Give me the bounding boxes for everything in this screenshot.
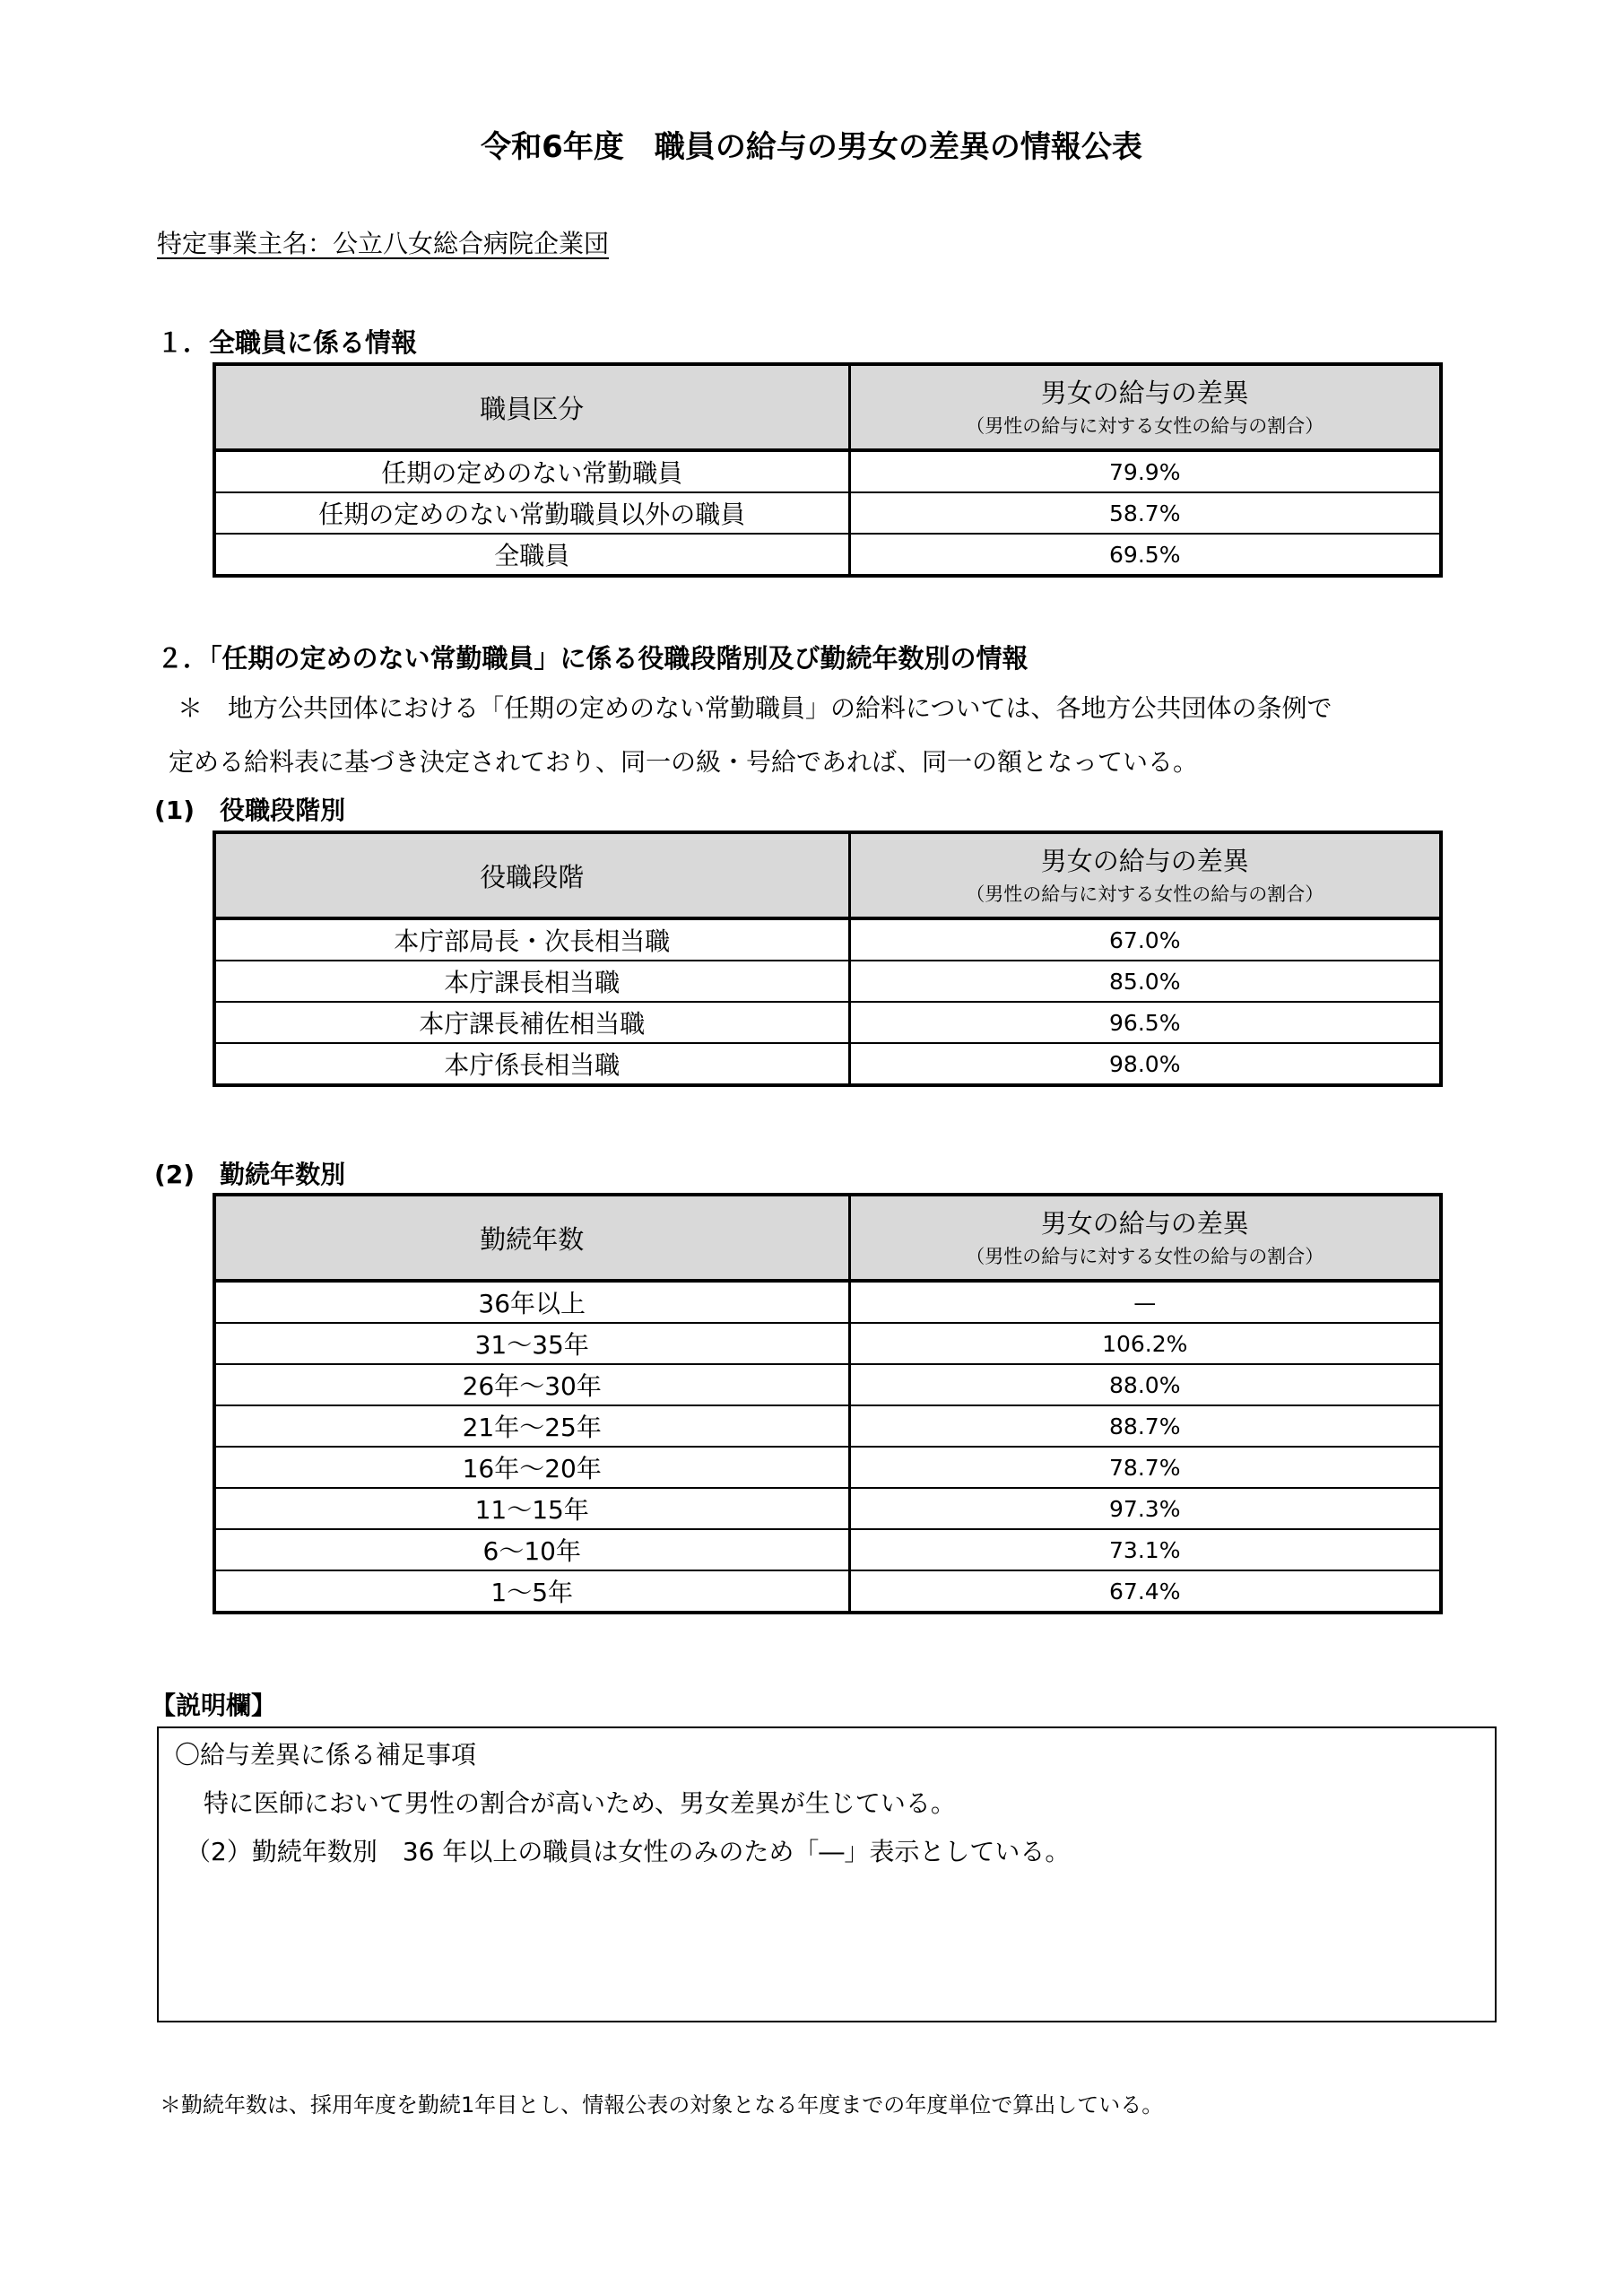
- row-label: 本庁課長補佐相当職: [214, 1002, 849, 1043]
- explanation-heading: 【説明欄】: [151, 1691, 277, 1720]
- footnote: ＊勤続年数は、採用年度を勤続1年目とし、情報公表の対象となる年度までの年度単位で算出している。: [160, 2092, 1164, 2118]
- row-label: 31～35年: [214, 1323, 849, 1364]
- explanation-box: [157, 1726, 1497, 2022]
- section1-heading: １．全職員に係る情報: [157, 327, 418, 358]
- col-header-category: 勤続年数: [214, 1195, 849, 1281]
- table-row: [214, 1002, 1441, 1043]
- page-title: 令和6年度 職員の給与の男女の差異の情報公表: [481, 129, 1142, 165]
- row-label: 21年～25年: [214, 1405, 849, 1447]
- col-header-diff-main: 男女の給与の差異: [1040, 845, 1249, 876]
- subsection2-heading: (2) 勤続年数別: [154, 1160, 346, 1189]
- section2-heading: ２．「任期の定めのない常勤職員」に係る役職段階別及び勤続年数別の情報: [157, 643, 1028, 674]
- row-value: 97.3%: [849, 1488, 1441, 1529]
- table-row: [214, 1043, 1441, 1085]
- table-row: [214, 450, 1441, 492]
- col-header-diff-sub: （男性の給与に対する女性の給与の割合）: [966, 415, 1324, 437]
- row-value: 96.5%: [849, 1002, 1441, 1043]
- all-staff-table: [213, 362, 1443, 578]
- col-header-diff: [849, 832, 1441, 918]
- section2-note-line2: 定める給料表に基づき決定されており、同一の級・号給であれば、同一の額となっている。: [169, 747, 1199, 777]
- col-header-category: 役職段階: [214, 832, 849, 918]
- table-row: [214, 1570, 1441, 1613]
- row-value: 58.7%: [849, 492, 1441, 534]
- row-label: 任期の定めのない常勤職員: [214, 450, 849, 492]
- table-row: [214, 1405, 1441, 1447]
- row-label: 本庁係長相当職: [214, 1043, 849, 1085]
- col-header-category: 職員区分: [214, 364, 849, 450]
- row-value: 67.4%: [849, 1570, 1441, 1613]
- row-value: 79.9%: [849, 450, 1441, 492]
- table-header-row: [214, 364, 1441, 450]
- table-row: [214, 534, 1441, 576]
- table-row: [214, 918, 1441, 961]
- row-label: 6～10年: [214, 1529, 849, 1570]
- row-value: 67.0%: [849, 918, 1441, 961]
- table-header-row: [214, 1195, 1441, 1281]
- table-row: [214, 492, 1441, 534]
- row-label: 36年以上: [214, 1281, 849, 1323]
- position-level-table: [213, 831, 1443, 1087]
- explanation-line2: 特に医師において男性の割合が高いため、男女差異が生じている。: [204, 1788, 956, 1818]
- row-label: 26年～30年: [214, 1364, 849, 1405]
- col-header-diff-main: 男女の給与の差異: [1040, 377, 1249, 408]
- col-header-diff-sub: （男性の給与に対する女性の給与の割合）: [966, 1246, 1324, 1267]
- row-label: 任期の定めのない常勤職員以外の職員: [214, 492, 849, 534]
- explanation-line3: （2）勤続年数別 36 年以上の職員は女性のみのため「―」表示としている。: [186, 1837, 1071, 1866]
- row-value: 78.7%: [849, 1447, 1441, 1488]
- row-value: 73.1%: [849, 1529, 1441, 1570]
- col-header-diff: [849, 1195, 1441, 1281]
- table-row: [214, 1364, 1441, 1405]
- explanation-line1: 〇給与差異に係る補足事項: [175, 1740, 477, 1770]
- subsection1-heading: (1) 役職段階別: [154, 796, 346, 825]
- row-label: 全職員: [214, 534, 849, 576]
- row-value: 98.0%: [849, 1043, 1441, 1085]
- row-value: 106.2%: [849, 1323, 1441, 1364]
- table-header-row: [214, 832, 1441, 918]
- row-label: 1～5年: [214, 1570, 849, 1613]
- row-label: 16年～20年: [214, 1447, 849, 1488]
- row-value: 88.0%: [849, 1364, 1441, 1405]
- table-row: [214, 961, 1441, 1002]
- section2-note-line1: ＊ 地方公共団体における「任期の定めのない常勤職員」の給料については、各地方公共団体の条例で: [178, 693, 1332, 723]
- row-label: 11～15年: [214, 1488, 849, 1529]
- row-label: 本庁部局長・次長相当職: [214, 918, 849, 961]
- table-row: [214, 1447, 1441, 1488]
- table-row: [214, 1488, 1441, 1529]
- row-value: 88.7%: [849, 1405, 1441, 1447]
- table-row: [214, 1281, 1441, 1323]
- col-header-diff-sub: （男性の給与に対する女性の給与の割合）: [966, 883, 1324, 905]
- years-of-service-table: [213, 1193, 1443, 1614]
- row-value: 69.5%: [849, 534, 1441, 576]
- table-row: [214, 1323, 1441, 1364]
- row-value: —: [849, 1281, 1441, 1323]
- col-header-diff-main: 男女の給与の差異: [1040, 1207, 1249, 1239]
- table-row: [214, 1529, 1441, 1570]
- employer-name: 特定事業主名：公立八女総合病院企業団: [157, 229, 610, 258]
- row-label: 本庁課長相当職: [214, 961, 849, 1002]
- col-header-diff: [849, 364, 1441, 450]
- row-value: 85.0%: [849, 961, 1441, 1002]
